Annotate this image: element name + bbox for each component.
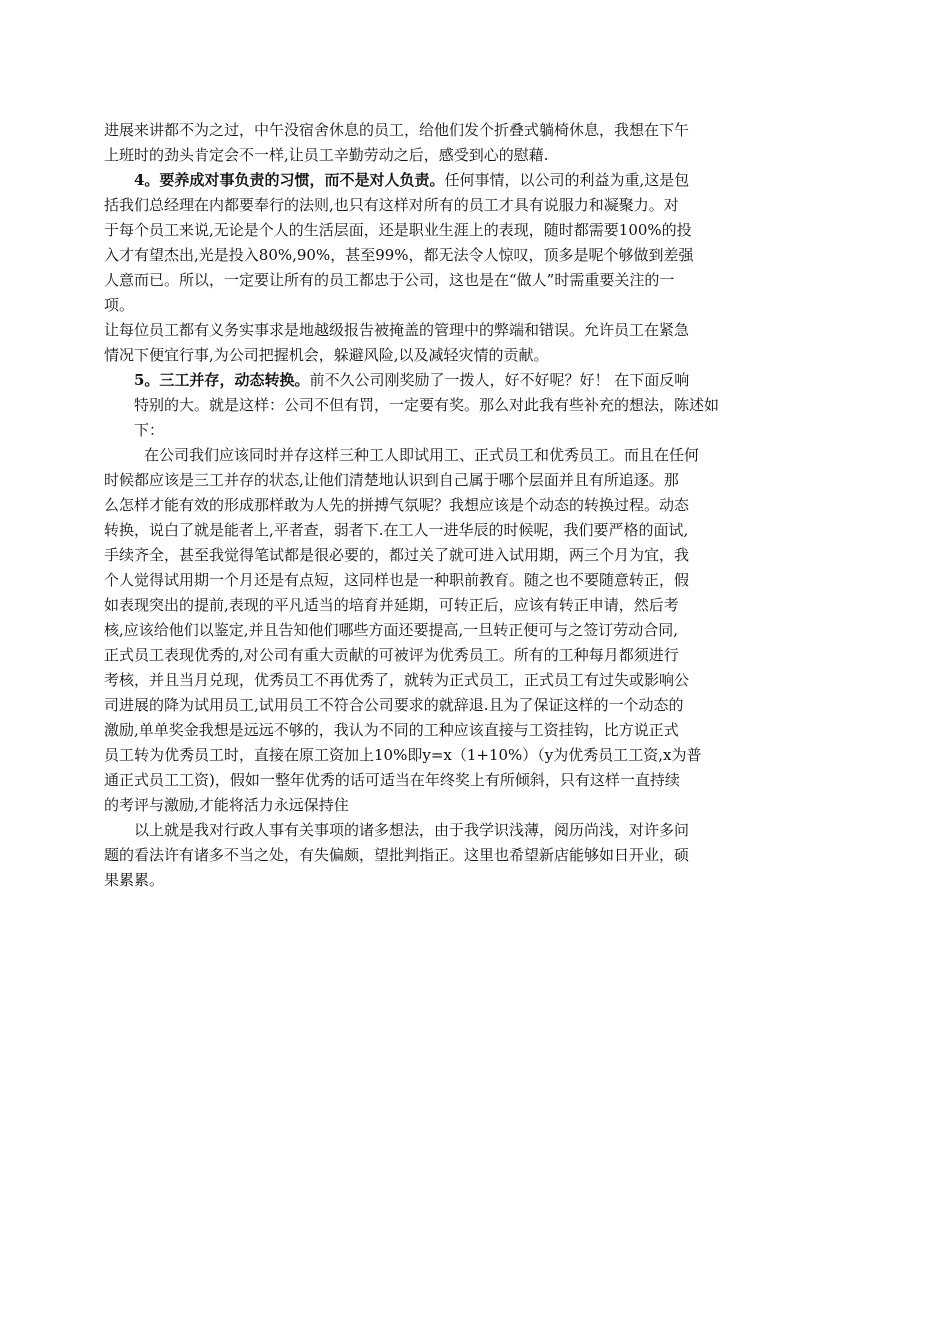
paragraph-5-line-13: 员工转为优秀员工时，直接在原工资加上10%即y=x（1+10%）（y为优秀员工工资,x为普 xyxy=(104,746,702,764)
paragraph-5-line-1: 在公司我们应该同时并存这样三种工人即试用工、正式员工和优秀员工。而且在任何 xyxy=(144,446,700,464)
paragraph-2-line-4: 入才有望杰出,光是投入80%,90%，甚至99%，都无法令人惊叹，顶多是呢个够做到差强 xyxy=(104,246,694,264)
paragraph-3-line-2: 情况下便宜行事,为公司把握机会，躲避风险,以及减轻灾情的贡献。 xyxy=(104,346,549,364)
paragraph-1-line-1: 进展来讲都不为之过，中午没宿舍休息的员工，给他们发个折叠式躺椅休息，我想在下午 xyxy=(104,121,690,139)
paragraph-5-line-15: 的考评与激励,才能将活力永远保持住 xyxy=(104,796,349,814)
paragraph-2-line-6: 项。 xyxy=(104,296,135,314)
paragraph-5-line-6: 个人觉得试用期一个月还是有点短，这同样也是一种职前教育。随之也不要随意转正，假 xyxy=(104,571,690,589)
heading-point-5: 5。三工并存，动态转换。 xyxy=(134,371,310,389)
paragraph-2-line-2: 括我们总经理在内都要奉行的法则,也只有这样对所有的员工才具有说服力和凝聚力。对 xyxy=(104,196,679,214)
paragraph-2-line-5: 人意而已。所以，一定要让所有的员工都忠于公司，这也是在“做人”时需重要关注的一 xyxy=(104,271,675,289)
paragraph-4-text-1: 前不久公司刚奖励了一拨人，好不好呢？好！ 在下面反响 xyxy=(309,371,690,389)
paragraph-5-line-9: 正式员工表现优秀的,对公司有重大贡献的可被评为优秀员工。所有的工种每月都须进行 xyxy=(104,646,679,664)
paragraph-4-line-2: 特别的大。就是这样：公司不但有罚，一定要有奖。那么对此我有些补充的想法，陈述如 xyxy=(134,396,720,414)
paragraph-5-line-3: 么怎样才能有效的形成那样敢为人先的拼搏气氛呢？我想应该是个动态的转换过程。动态 xyxy=(104,496,690,514)
paragraph-5-line-5: 手续齐全，甚至我觉得笔试都是很必要的，都过关了就可进入试用期，两三个月为宜，我 xyxy=(104,546,690,564)
paragraph-6-line-2: 题的看法许有诸多不当之处，有失偏颇，望批判指正。这里也希望新店能够如日开业，硕 xyxy=(104,846,690,864)
paragraph-4-line-1 xyxy=(104,368,850,393)
paragraph-6-line-1: 以上就是我对行政人事有关事项的诸多想法，由于我学识浅薄，阅历尚浅，对许多问 xyxy=(134,821,690,839)
paragraph-5-line-4: 转换，说白了就是能者上,平者查，弱者下.在工人一进华辰的时候呢，我们要严格的面试, xyxy=(104,521,689,539)
paragraph-2-line-3: 于每个员工来说,无论是个人的生活层面，还是职业生涯上的表现，随时都需要100%的投 xyxy=(104,221,692,239)
paragraph-5-line-14: 通正式员工工资)，假如一整年优秀的话可适当在年终奖上有所倾斜，只有这样一直持续 xyxy=(104,771,680,789)
paragraph-4-line-3: 下： xyxy=(134,421,165,439)
paragraph-5-line-10: 考核，并且当月兑现，优秀员工不再优秀了，就转为正式员工，正式员工有过失或影响公 xyxy=(104,671,690,689)
paragraph-5-line-7: 如表现突出的提前,表现的平凡适当的培育并延期，可转正后，应该有转正申请，然后考 xyxy=(104,596,679,614)
heading-point-4: 4。要养成对事负责的习惯，而不是对人负责。 xyxy=(134,171,445,189)
paragraph-1-line-2: 上班时的劲头肯定会不一样,让员工辛勤劳动之后，感受到心的慰藉. xyxy=(104,146,549,164)
paragraph-5-line-2: 时候都应该是三工并存的状态,让他们清楚地认识到自己属于哪个层面并且有所追逐。那 xyxy=(104,471,679,489)
paragraph-5-line-11: 司进展的降为试用员工,试用员工不符合公司要求的就辞退.且为了保证这样的一个动态的 xyxy=(104,696,684,714)
paragraph-6-line-3: 果累累。 xyxy=(104,871,165,889)
paragraph-5-line-8: 核,应该给他们以鉴定,并且告知他们哪些方面还要提高,一旦转正便可与之签订劳动合同, xyxy=(104,621,679,639)
paragraph-2-text-1: 任何事情，以公司的利益为重,这是包 xyxy=(444,171,690,189)
document-body xyxy=(104,118,850,893)
paragraph-5-line-12: 激励,单单奖金我想是远远不够的，我认为不同的工种应该直接与工资挂钩，比方说正式 xyxy=(104,721,679,739)
paragraph-2-line-1 xyxy=(104,168,850,193)
paragraph-3-line-1: 让每位员工都有义务实事求是地越级报告被掩盖的管理中的弊端和错误。允许员工在紧急 xyxy=(104,321,690,339)
